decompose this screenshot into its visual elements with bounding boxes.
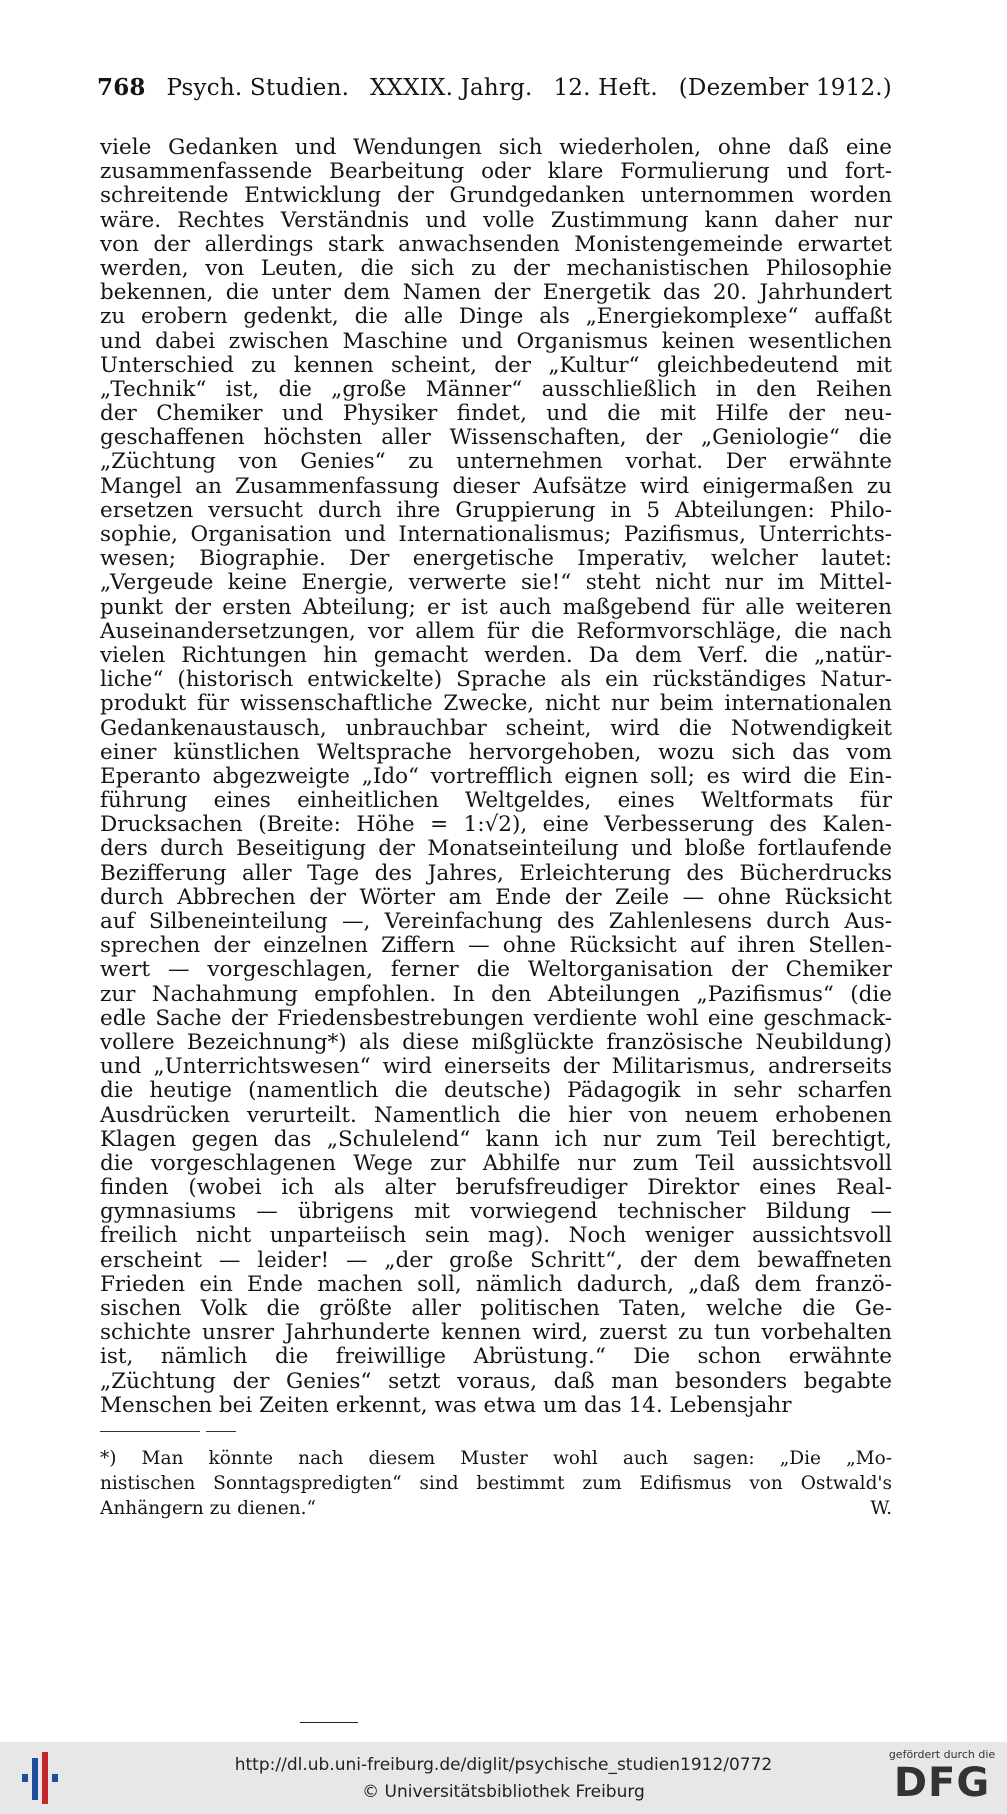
footnote-rule-short [206,1431,236,1432]
text-line: Menschen bei Zeiten erkennt, was etwa um das 14. Lebensjahr [100,1393,792,1418]
text-line: Gedankenaustausch, unbrauchbar scheint, wird die Notwendigkeit [100,716,892,741]
text-line: zu erobern gedenkt, die alle Dinge als „Energiekomplexe“ auffaßt [100,305,892,330]
text-line: gymnasiums — übrigens mit vorwiegend technischer Bildung — [100,1200,892,1225]
text-line: wäre. Rechtes Verständnis und volle Zustimmung kann daher nur [100,208,892,233]
dfg-logo: DFG [893,1760,991,1806]
text-line: und „Unterrichtswesen“ wird einerseits der Militarismus, andrerseits [100,1055,892,1080]
text-line: vollere Bezeichnung*) als diese mißglückte französische Neubildung) [100,1030,892,1055]
text-line: finden (wobei ich als alter berufsfreudiger Direktor eines Real- [100,1176,892,1201]
footnote-line-text: Anhängern zu dienen.“ [100,1498,316,1519]
text-line: schreitende Entwicklung der Grundgedanken unternommen worden [100,184,892,209]
text-line: wert — vorgeschlagen, ferner die Weltorganisation der Chemiker [100,958,892,983]
text-line: sischen Volk die größte aller politischen Taten, welche die Ge- [100,1297,892,1321]
text-line: der Chemiker und Physiker findet, und die mit Hilfe der neu- [100,402,892,427]
text-line: zusammenfassende Bearbeitung oder klare Formulierung und fort- [100,160,892,185]
footnote [100,1446,892,1521]
text-line: Bezifferung aller Tage des Jahres, Erleichterung des Bücherdrucks [100,861,892,886]
footer-copyright: © Universitätsbibliothek Freiburg [362,1782,645,1802]
text-line: Mangel an Zusammenfassung dieser Aufsätze wird einigermaßen zu [100,474,892,499]
text-line: liche“ (historisch entwickelte) Sprache als ein rückständiges Natur- [100,668,892,693]
text-line: freilich nicht unparteiisch sein mag). Noch weniger aussichtsvoll [100,1224,892,1249]
body-text [100,136,892,1418]
page-end-rule [300,1722,358,1723]
text-line: Frieden ein Ende machen soll, nämlich dadurch, „daß dem franzö- [100,1272,892,1297]
text-line: edle Sache der Friedensbestrebungen verdiente wohl eine geschmack- [100,1006,892,1031]
footnote-rule [100,1431,200,1432]
text-line: punkt der ersten Abteilung; er ist auch maßgebend für alle weiteren [100,595,892,620]
text-line: Drucksachen (Breite: Höhe = 1:√2), eine Verbesserung des Kalen- [100,813,892,838]
text-line: viele Gedanken und Wendungen sich wiederholen, ohne daß eine [100,136,892,160]
issue-date: (Dezember 1912.) [678,75,892,101]
text-line: und dabei zwischen Maschine und Organismus keinen wesentlichen [100,329,892,354]
text-line: schichte unsrer Jahrhunderte kennen wird, zuerst zu tun vorbehalten [100,1321,892,1346]
text-line: auf Silbeneinteilung —, Vereinfachung des Zahlenlesens durch Aus- [100,910,892,934]
running-header [97,74,892,101]
text-line: vielen Richtungen hin gemacht werden. Da dem Verf. die „natür- [100,643,892,668]
footnote-line: *) Man könnte nach diesem Muster wohl auch sagen: „Die „Mo- [100,1448,892,1469]
issue-label: 12. Heft. [553,75,658,101]
dfg-logo-block [887,1748,997,1810]
text-line: ersetzen versucht durch ihre Gruppierung in 5 Abteilungen: Philo- [100,498,892,523]
text-line: ders durch Beseitigung der Monatseinteilung und bloße fortlaufende [100,837,892,862]
text-line: sprechen der einzelnen Ziffern — ohne Rücksicht auf ihren Stellen- [100,934,892,959]
text-line: die heutige (namentlich die deutsche) Pädagogik in sehr scharfen [100,1079,892,1104]
text-line: bekennen, die unter dem Namen der Energetik das 20. Jahrhundert [100,281,892,306]
text-line: „Züchtung der Genies“ setzt voraus, daß man besonders begabte [100,1369,892,1394]
journal-title: Psych. Studien. [166,75,350,101]
text-line: Unterschied zu kennen scheint, der „Kultur“ gleichbedeutend mit [100,353,892,378]
page-number: 768 [97,74,146,101]
text-line: von der allerdings stark anwachsenden Monistengemeinde erwartet [100,232,892,257]
text-line: die vorgeschlagenen Wege zur Abhilfe nur zum Teil aussichtsvoll [100,1151,892,1176]
text-line: Ausdrücken verurteilt. Namentlich die hier von neuem erhobenen [100,1103,892,1128]
text-line: ist, nämlich die freiwillige Abrüstung.“ Die schon erwähnte [100,1345,892,1370]
text-line: „Züchtung von Genies“ zu unternehmen vorhat. Der erwähnte [100,450,892,475]
text-line: Auseinandersetzungen, vor allem für die Reformvorschläge, die nach [100,619,892,644]
text-line: wesen; Biographie. Der energetische Imperativ, welcher lautet: [100,547,892,572]
text-line: werden, von Leuten, die sich zu der mechanistischen Philosophie [100,256,892,281]
text-line: Klagen gegen das „Schulelend“ kann ich nur zum Teil berechtigt, [100,1127,892,1152]
text-line: „Vergeude keine Energie, verwerte sie!“ steht nicht nur im Mittel- [100,571,892,596]
footer-bar [0,1742,1007,1814]
text-line: produkt für wissenschaftliche Zwecke, nicht nur beim internationalen [100,692,892,717]
dfg-caption: gefördert durch die [888,1748,996,1761]
footnote-line [100,1496,892,1521]
text-line: einer künstlichen Weltsprache hervorgehoben, wozu sich das vom [100,740,892,765]
footer-url[interactable]: http://dl.ub.uni-freiburg.de/diglit/psychische_studien1912/0772 [234,1755,773,1775]
text-line: „Technik“ ist, die „große Männer“ ausschließlich in den Reihen [100,377,892,402]
text-line: geschaffenen höchsten aller Wissenschaften, der „Geniologie“ die [100,426,892,451]
volume-label: XXXIX. Jahrg. [369,75,533,101]
text-line: sophie, Organisation und Internationalismus; Pazifismus, Unterrichts- [100,523,892,547]
footnote-line: nistischen Sonntagspredigten“ sind bestimmt zum Edifismus von Ostwald's [100,1473,892,1494]
footnote-signature: W. [870,1498,892,1519]
text-line: erscheint — leider! — „der große Schritt“, der dem bewaffneten [100,1248,892,1273]
text-line: Eperanto abgezweigte „Ido“ vortrefflich eignen soll; es wird die Ein- [100,764,892,789]
text-line: zur Nachahmung empfohlen. In den Abteilungen „Pazifismus“ (die [100,982,892,1007]
text-line: durch Abbrechen der Wörter am Ende der Zeile — ohne Rücksicht [100,885,892,910]
text-line: führung eines einheitlichen Weltgeldes, eines Weltformats für [100,789,892,814]
